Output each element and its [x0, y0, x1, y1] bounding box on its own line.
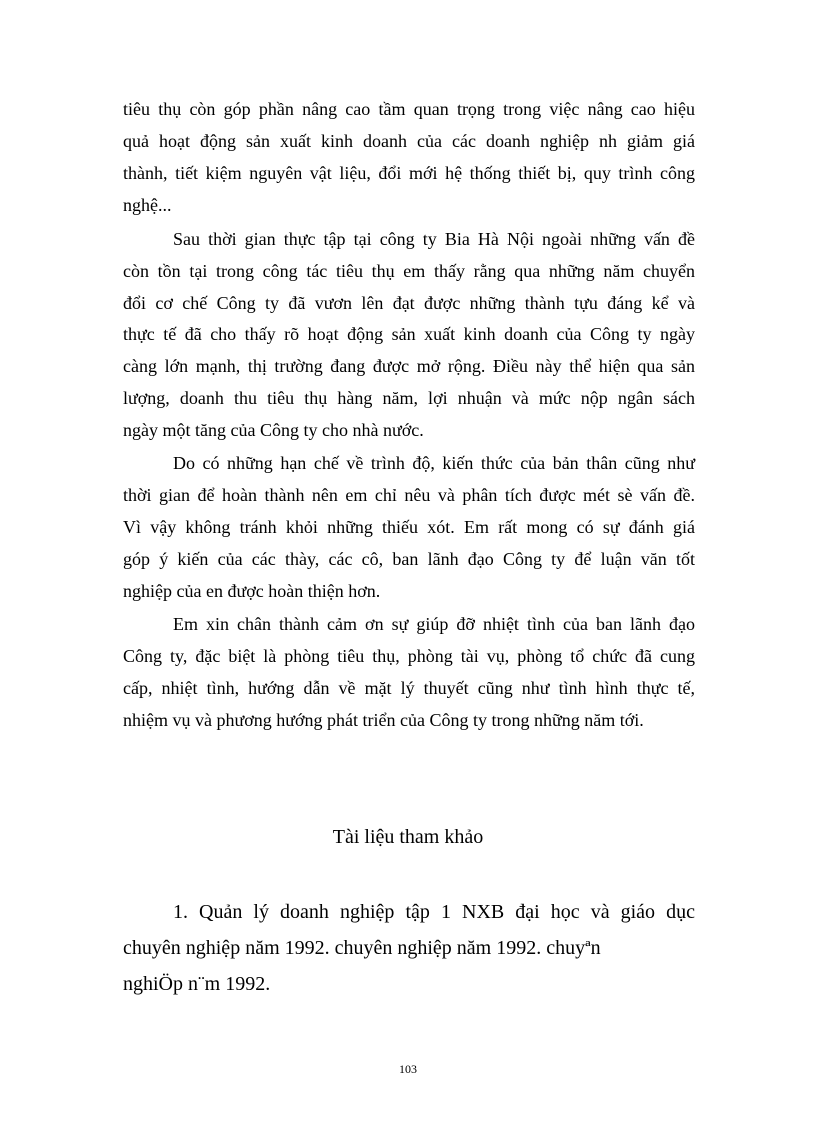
references-heading: Tài liệu tham khảo [332, 826, 484, 848]
paragraph-1-line-3: thành, tiết kiệm nguyên vật liệu, đổi mới hệ thống thiết bị, quy trình công [123, 163, 695, 183]
page-number: 103 [399, 1062, 417, 1076]
paragraph-4-line-2: Công ty, đặc biệt là phòng tiêu thụ, phòng tài vụ, phòng tổ chức đã cung [123, 646, 695, 666]
reference-1-line-1: 1. Quản lý doanh nghiệp tập 1 NXB đại học và giáo dục [173, 901, 695, 923]
paragraph-2-line-4: thực tế đã cho thấy rõ hoạt động sản xuất kinh doanh của Công ty ngày [123, 324, 695, 344]
paragraph-3-line-3: Vì vậy không tránh khỏi những thiếu xót. Em rất mong có sự đánh giá [123, 517, 695, 537]
paragraph-4-line-4: nhiệm vụ và phương hướng phát triển của Công ty trong những năm tới. [123, 710, 644, 730]
paragraph-3-line-5: nghiệp của en được hoàn thiện hơn. [123, 581, 381, 601]
paragraph-4-line-1: Em xin chân thành cảm ơn sự giúp đỡ nhiệt tình của ban lãnh đạo [173, 614, 695, 634]
paragraph-3-line-4: góp ý kiến của các thày, các cô, ban lãnh đạo Công ty để luận văn tốt [123, 549, 695, 569]
paragraph-2-line-2: còn tồn tại trong công tác tiêu thụ em thấy rằng qua những năm chuyển [123, 261, 695, 281]
paragraph-2-line-6: lượng, doanh thu tiêu thụ hàng năm, lợi nhuận và mức nộp ngân sách [123, 388, 695, 408]
paragraph-2-line-1: Sau thời gian thực tập tại công ty Bia Hà Nội ngoài những vấn đề [173, 229, 695, 249]
paragraph-2-line-5: càng lớn mạnh, thị trường đang được mở rộng. Điều này thể hiện qua sản [123, 356, 695, 376]
paragraph-2-line-7: ngày một tăng của Công ty cho nhà nước. [123, 420, 424, 440]
reference-1-line-3: nghiÖp n¨m 1992. [123, 973, 271, 995]
paragraph-1-line-4: nghệ... [123, 195, 172, 215]
paragraph-2-line-3: đổi cơ chế Công ty đã vươn lên đạt được những thành tựu đáng kể và [123, 293, 695, 313]
paragraph-3-line-1: Do có những hạn chế về trình độ, kiến thức của bản thân cũng như [173, 453, 695, 473]
paragraph-3-line-2: thời gian để hoàn thành nên em chỉ nêu và phân tích được mét sè vấn đề. [123, 485, 695, 505]
paragraph-1-line-2: quả hoạt động sản xuất kinh doanh của các doanh nghiệp nh giảm giá [123, 131, 695, 151]
reference-1-line-2: chuyên nghiệp năm 1992. chuyên nghiệp năm 1992. chuyªn [123, 937, 601, 959]
paragraph-4-line-3: cấp, nhiệt tình, hướng dẫn về mặt lý thuyết cũng như tình hình thực tế, [123, 678, 695, 698]
paragraph-1-line-1: tiêu thụ còn góp phần nâng cao tầm quan trọng trong việc nâng cao hiệu [123, 99, 695, 119]
